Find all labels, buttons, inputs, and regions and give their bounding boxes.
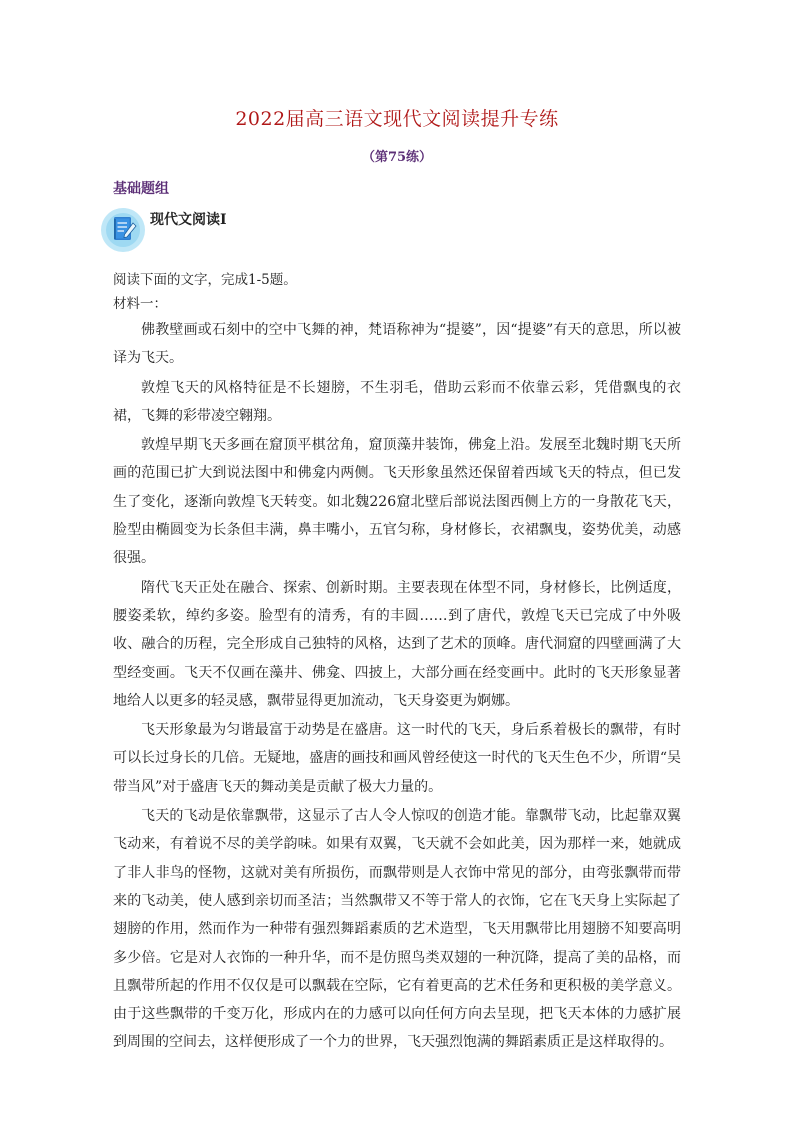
notebook-pencil-icon — [100, 207, 146, 253]
document-title: 2022届高三语文现代文阅读提升专练 — [235, 108, 559, 130]
paragraph: 佛教壁画或石刻中的空中飞舞的神，梵语称神为“提婆”，因“提婆”有天的意思，所以被译为飞天。 — [113, 322, 681, 367]
article-body — [113, 316, 681, 1058]
paragraph: 敦煌飞天的风格特征是不长翅膀，不生羽毛，借助云彩而不依靠云彩，凭借飘曳的衣裙，飞舞的彩带凌空翱翔。 — [113, 379, 681, 424]
group-label: 基础题组 — [113, 181, 169, 197]
paragraph: 敦煌早期飞天多画在窟顶平棋岔角，窟顶藻井装饰，佛龛上沿。发展至北魏时期飞天所画的范围已扩大到说法图中和佛龛内两侧。飞天形象虽然还保留着西域飞天的特点，但已发生了变化，逐渐向敦煌飞天转变。如北魏226窟北壁后部说法图西侧上方的一身散花飞天，脸型由椭圆变为长条但丰满，鼻丰嘴小，五官匀称，身材修长，衣裙飘曳，姿势优美，动感很强。 — [113, 437, 681, 567]
section-title: 现代文阅读Ⅰ — [150, 212, 227, 228]
document-subtitle: （第75练） — [361, 150, 433, 165]
paragraph: 飞天形象最为匀谐最富于动势是在盛唐。这一时代的飞天，身后系着极长的飘带，有时可以长过身长的几倍。无疑地，盛唐的画技和画风曾经使这一时代的飞天生色不少，所谓“吴带当风”对于盛唐飞天的舞动美是贡献了极大力量的。 — [113, 722, 681, 795]
instruction-text: 阅读下面的文字，完成1-5题。 — [113, 272, 297, 288]
paragraph: 飞天的飞动是依靠飘带，这显示了古人令人惊叹的创造才能。靠飘带飞动，比起靠双翼飞动来，有着说不尽的美学韵味。如果有双翼，飞天就不会如此美，因为那样一来，她就成了非人非鸟的怪物，这就对美有所损伤，而飘带则是人衣饰中常见的部分，由弯张飘带而带来的飞动美，使人感到亲切而圣洁；当然飘带又不等于常人的衣饰，它在飞天身上实际起了翅膀的作用，然而作为一种带有强烈舞蹈素质的艺术造型，飞天用飘带比用翅膀不知要高明多少倍。它是对人衣饰的一种升华，而不是仿照鸟类双翅的一种沉降，提高了美的品格，而且飘带所起的作用不仅仅是可以飘载在空际，它有着更高的艺术任务和更积极的美学意义。由于这些飘带的千变万化，形成内在的力感可以向任何方向去呈现，把飞天本体的力感扩展到周围的空间去，这样便形成了一个力的世界，飞天强烈饱满的舞蹈素质正是这样取得的。 — [113, 808, 681, 1051]
intro-block — [113, 268, 297, 316]
material-label: 材料一： — [113, 296, 167, 312]
paragraph: 隋代飞天正处在融合、探索、创新时期。主要表现在体型不同，身材修长，比例适度，腰姿柔软，绰约多姿。脸型有的清秀，有的丰圆……到了唐代，敦煌飞天已完成了中外吸收、融合的历程，完全形成自己独特的风格，达到了艺术的顶峰。唐代洞窟的四壁画满了大型经变画。飞天不仅画在藻井、佛龛、四披上，大部分画在经变画中。此时的飞天形象显著地给人以更多的轻灵感，飘带显得更加流动，飞天身姿更为婀娜。 — [113, 579, 681, 709]
